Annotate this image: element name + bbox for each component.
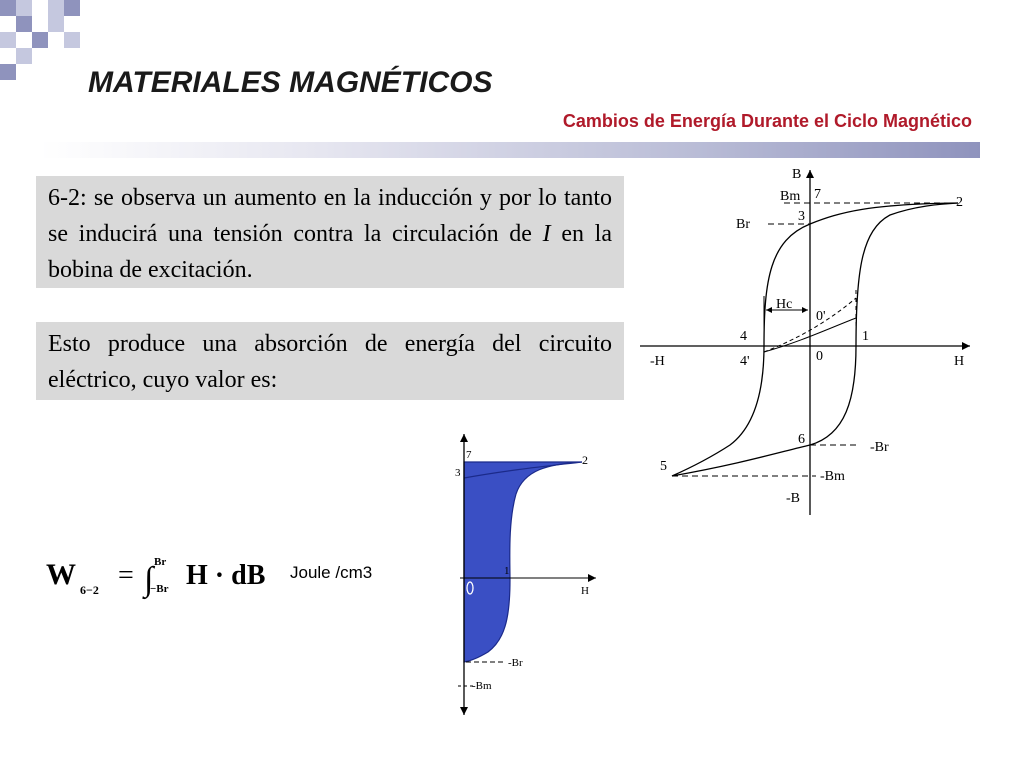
hc-left-arrow-icon <box>766 307 772 313</box>
energy-b-axis-down-arrow-icon <box>460 707 468 715</box>
page-subtitle: Cambios de Energía Durante el Ciclo Magnético <box>562 111 972 131</box>
upper-branch-curve <box>672 203 958 476</box>
deco-square <box>0 0 16 16</box>
energy-label-1: 1 <box>504 565 510 577</box>
formula-lhs-subscript: 6−2 <box>80 583 99 597</box>
energy-label-2: 2 <box>582 453 588 467</box>
integral-icon: ∫ <box>144 561 154 598</box>
level-label-neg-br: -Br <box>870 440 889 455</box>
deco-square <box>0 32 16 48</box>
point-label-0-prime: 0' <box>816 309 826 324</box>
title-part-1: MATERIALES <box>88 66 281 99</box>
explanation-text-1b: en la bobina de excitación. <box>48 221 612 283</box>
level-label-bm: Bm <box>780 189 801 204</box>
axis-label-b: B <box>792 167 802 182</box>
level-label-br: Br <box>736 217 750 232</box>
coercive-label-hc: Hc <box>776 297 793 312</box>
energy-label-neg-bm: -Bm <box>472 680 492 692</box>
point-label-1: 1 <box>862 329 869 344</box>
energy-formula <box>46 550 286 615</box>
deco-square <box>48 0 64 16</box>
deco-square <box>64 32 80 48</box>
formula-upper-limit: Br <box>154 556 167 568</box>
hysteresis-loop-diagram <box>640 160 980 520</box>
point-label-6: 6 <box>798 432 805 447</box>
formula-integrand: H · dB <box>186 560 266 591</box>
level-label-neg-bm: -Bm <box>820 469 845 484</box>
formula-lhs: W <box>46 558 76 591</box>
formula-units: Joule /cm3 <box>290 563 373 582</box>
b-axis-arrow-icon <box>806 170 814 178</box>
energy-label-7: 7 <box>466 449 472 461</box>
point-label-4-prime: 4' <box>740 354 750 369</box>
energy-area-diagram <box>448 430 618 720</box>
point-label-2: 2 <box>956 195 963 210</box>
deco-square <box>16 48 32 64</box>
explanation-text-1-italic: I <box>542 221 551 247</box>
energy-label-neg-br: -Br <box>508 657 523 669</box>
lower-branch-curve <box>672 203 958 476</box>
explanation-text-1a: 6-2: se observa un aumento en la inducción y por lo tanto se inducirá una tensión contra la circulación de <box>48 185 612 247</box>
point-label-7: 7 <box>814 187 821 202</box>
axis-label-neg-h: -H <box>650 354 665 369</box>
deco-square <box>0 64 16 80</box>
axis-label-neg-b: -B <box>786 491 800 506</box>
formula-svg <box>46 550 286 610</box>
energy-area-fill <box>464 462 582 662</box>
point-label-5: 5 <box>660 459 667 474</box>
point-label-0: 0 <box>816 349 823 364</box>
energy-h-axis-arrow-icon <box>588 574 596 582</box>
hc-right-arrow-icon <box>802 307 808 313</box>
energy-label-3: 3 <box>455 467 461 479</box>
point-label-3: 3 <box>798 209 805 224</box>
page-title <box>88 66 492 100</box>
energy-label-h: H <box>581 585 589 597</box>
title-part-2: MAGNÉTICOS <box>289 66 493 99</box>
deco-square <box>64 0 80 16</box>
axis-label-h: H <box>954 354 965 369</box>
energy-b-axis-arrow-icon <box>460 434 468 442</box>
h-axis-arrow-icon <box>962 342 970 350</box>
deco-square <box>16 16 32 32</box>
formula-lower-limit: −Br <box>150 583 169 595</box>
explanation-box-1 <box>36 176 624 288</box>
point-label-4: 4 <box>740 329 747 344</box>
header-divider-bar <box>40 142 980 158</box>
formula-equals: = <box>118 560 134 591</box>
explanation-box-2: Esto produce una absorción de energía del circuito eléctrico, cuyo valor es: <box>36 322 624 400</box>
deco-square <box>32 32 48 48</box>
deco-square <box>48 16 64 32</box>
deco-square <box>16 0 32 16</box>
